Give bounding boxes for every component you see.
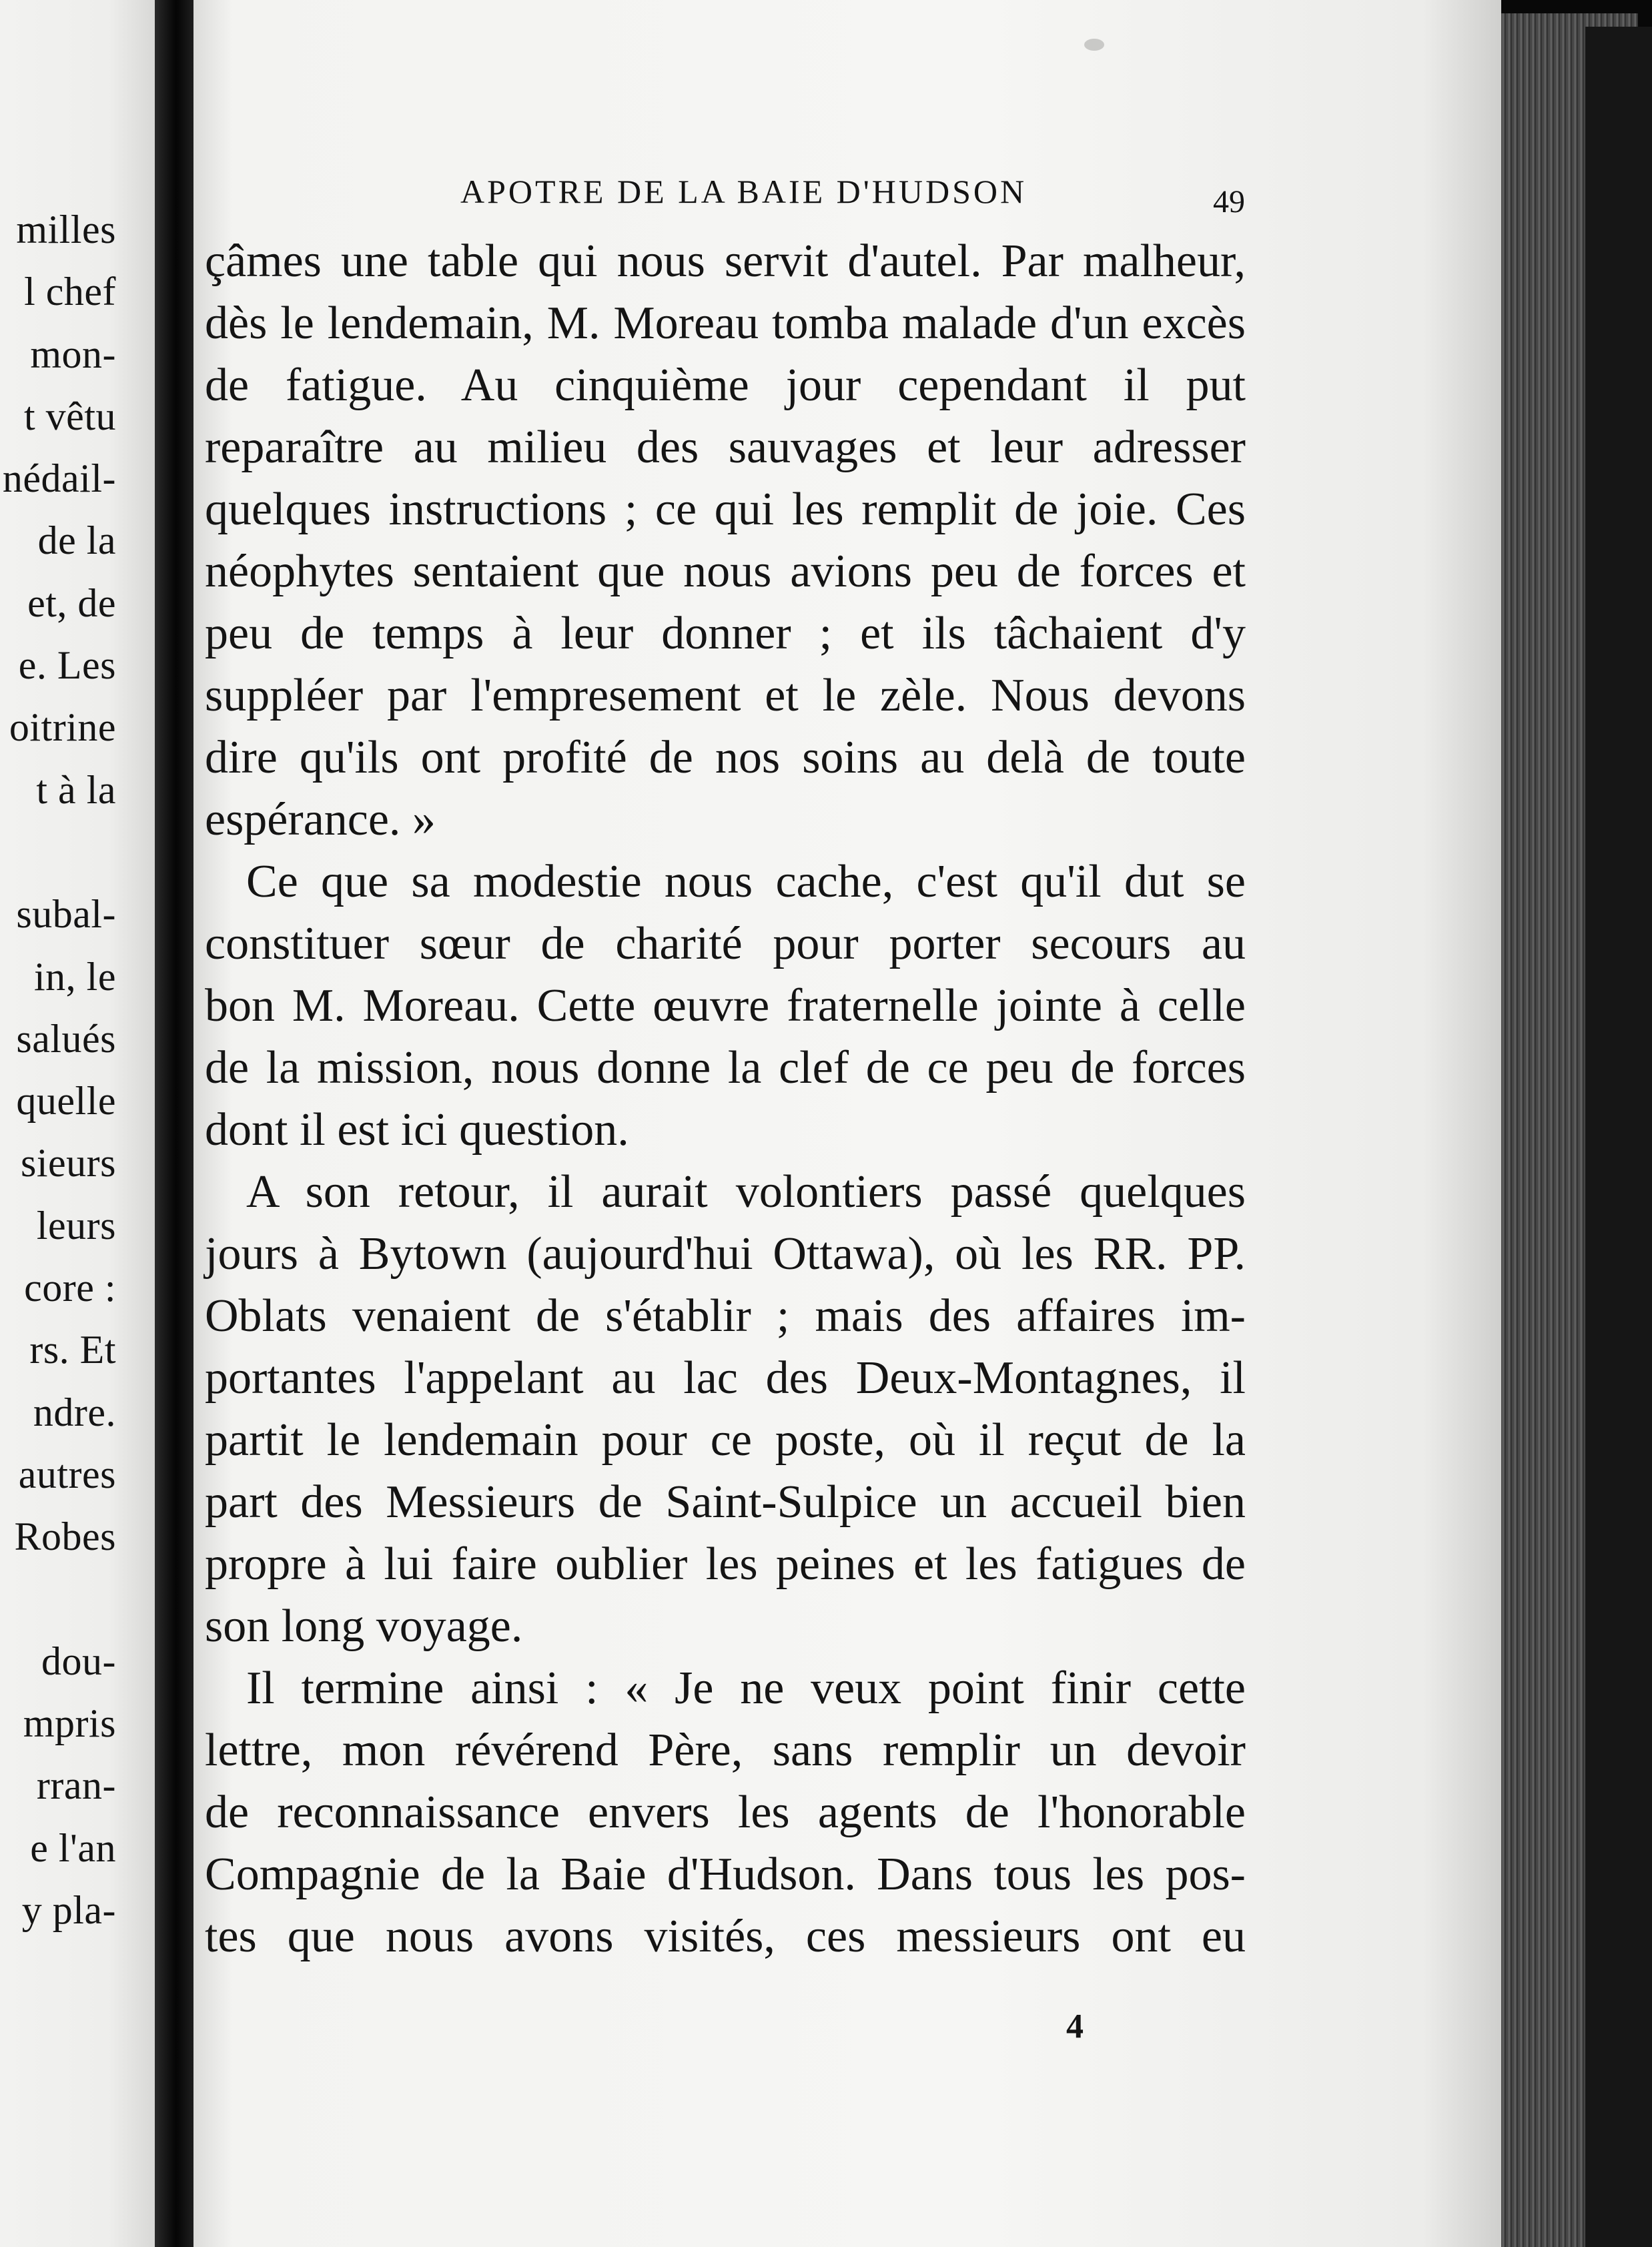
text-line: néophytes sentaient que nous avions peu de forces et — [205, 546, 1246, 597]
text-line: quelques instructions ; ce qui les remplit de joie. Ces — [205, 484, 1246, 535]
text-line: jours à Bytown (aujourd'hui Ottawa), où les RR. PP. — [205, 1228, 1246, 1280]
previous-page-text — [3, 199, 116, 1941]
previous-page-line: et, de — [27, 580, 116, 625]
text-line: de reconnaissance envers les agents de l'honorable — [205, 1787, 1246, 1838]
text-line: constituer sœur de charité pour porter secours au — [205, 918, 1246, 969]
previous-page-line: salués — [16, 1016, 116, 1061]
previous-page-line: oitrine — [9, 705, 116, 750]
previous-page-line: e l'an — [30, 1825, 116, 1870]
text-line: de fatigue. Au cinquième jour cependant il put — [205, 360, 1246, 411]
text-line: A son retour, il aurait volontiers passé quelques — [246, 1166, 1246, 1218]
text-line: partit le lendemain pour ce poste, où il reçut de la — [205, 1414, 1246, 1466]
text-line: portantes l'appelant au lac des Deux-Montagnes, il — [205, 1352, 1246, 1404]
previous-page-line: de la — [37, 518, 116, 563]
previous-page-line: rran- — [36, 1763, 116, 1808]
book-gutter — [155, 0, 193, 2247]
previous-page-gap — [3, 821, 116, 883]
text-line: de la mission, nous donne la clef de ce peu de forces — [205, 1042, 1246, 1093]
text-line: Oblats venaient de s'établir ; mais des affaires im- — [205, 1290, 1246, 1342]
previous-page-line: milles — [16, 207, 116, 252]
text-line: peu de temps à leur donner ; et ils tâchaient d'y — [205, 608, 1246, 659]
text-line: dire qu'ils ont profité de nos soins au delà de toute — [205, 732, 1246, 783]
previous-page-line: t à la — [36, 767, 116, 812]
text-line: propre à lui faire oublier les peines et les fatigues de — [205, 1538, 1246, 1590]
previous-page-line: mon- — [30, 332, 116, 376]
previous-page-line: y pla- — [21, 1888, 116, 1933]
previous-page-line: mpris — [23, 1701, 116, 1746]
previous-page-line: rs. Et — [29, 1328, 116, 1372]
previous-page-line: ndre. — [33, 1390, 116, 1434]
previous-page-line: sieurs — [21, 1141, 116, 1186]
text-line: lettre, mon révérend Père, sans remplir un devoir — [205, 1725, 1246, 1776]
text-line: Il termine ainsi : « Je ne veux point finir cette — [246, 1663, 1246, 1714]
page-block-shadow — [1585, 27, 1652, 2247]
text-line: Ce que sa modestie nous cache, c'est qu'il dut se — [246, 856, 1246, 907]
running-head: APOTRE DE LA BAIE D'HUDSON — [460, 173, 1027, 210]
previous-page-line: subal- — [16, 892, 116, 937]
previous-page-line: core : — [24, 1266, 116, 1310]
previous-page-line: nédail- — [2, 456, 116, 501]
signature-mark: 4 — [1066, 2007, 1084, 2046]
previous-page-line: in, le — [34, 954, 116, 999]
previous-page-gap — [3, 1568, 116, 1631]
previous-page-line: Robes — [14, 1514, 116, 1559]
previous-page-line: autres — [18, 1452, 116, 1496]
previous-page-line: dou- — [41, 1639, 116, 1683]
text-line: tes que nous avons visités, ces messieurs ont eu — [205, 1911, 1246, 1962]
page-number: 49 — [1213, 184, 1245, 219]
text-line: dès le lendemain, M. Moreau tomba malade d'un excès — [205, 298, 1246, 349]
text-line: dont il est ici question. — [205, 1104, 629, 1156]
previous-page-fragment — [0, 0, 155, 2247]
text-line: bon M. Moreau. Cette œuvre fraternelle jointe à celle — [205, 980, 1246, 1031]
previous-page-line: t vêtu — [24, 394, 116, 438]
text-line: son long voyage. — [205, 1601, 523, 1652]
previous-page-line: quelle — [16, 1079, 116, 1124]
text-line: suppléer par l'empresement et le zèle. Nous devons — [205, 670, 1246, 721]
previous-page-line: leurs — [36, 1203, 116, 1248]
text-line: çâmes une table qui nous servit d'autel. Par malheur, — [205, 236, 1246, 287]
text-line: part des Messieurs de Saint-Sulpice un accueil bien — [205, 1476, 1246, 1528]
text-line: espérance. » — [205, 794, 436, 845]
text-line: Compagnie de la Baie d'Hudson. Dans tous les pos- — [205, 1849, 1246, 1900]
previous-page-line: e. Les — [18, 643, 116, 688]
body-text — [205, 230, 1246, 1967]
ink-smudge — [1084, 39, 1104, 51]
previous-page-line: l chef — [24, 270, 116, 314]
text-line: reparaître au milieu des sauvages et leur adresser — [205, 422, 1246, 473]
